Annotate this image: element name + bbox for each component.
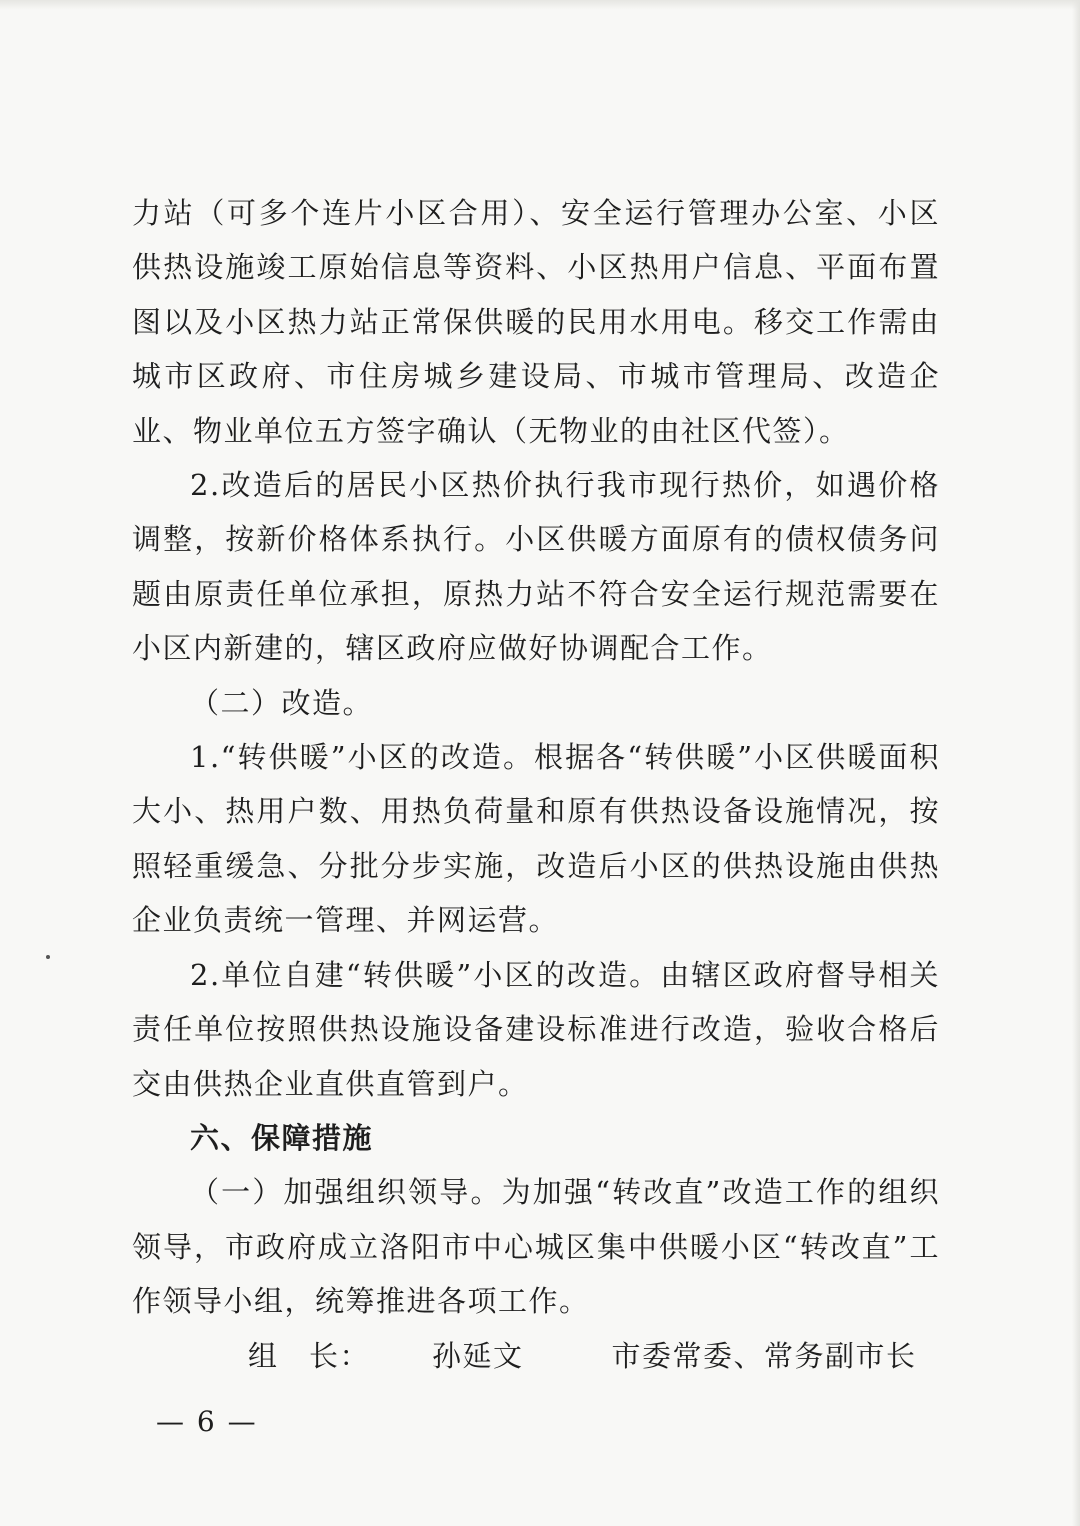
paragraph-heat-price: 2.改造后的居民小区热价执行我市现行热价，如遇价格调整，按新价格体系执行。小区供暖方面原有的债权债务问题由原责任单位承担，原热力站不符合安全运行规范需要在小区内新建的，辖区政府应做好协调配合工作。 — [132, 468, 940, 666]
section-heading-renovation: （二）改造。 — [190, 685, 374, 720]
scan-shadow-top — [0, 0, 1080, 10]
leader-name: 孙延文 — [432, 1338, 524, 1373]
page-number: — 6 — — [156, 1405, 258, 1438]
leader-label: 组 长： — [248, 1338, 371, 1373]
paragraph-unit-built-renovation: 2.单位自建“转供暖”小区的改造。由辖区政府督导相关责任单位按照供热设施设备建设标准进行改造，验收合格后交由供热企业直供直管到户。 — [132, 957, 940, 1101]
document-body — [132, 186, 940, 1383]
paragraph-organization-leadership: （一）加强组织领导。为加强“转改直”改造工作的组织领导，市政府成立洛阳市中心城区集中供暖小区“转改直”工作领导小组，统筹推进各项工作。 — [132, 1175, 940, 1319]
scan-shadow-right — [1072, 0, 1080, 1526]
leader-row — [132, 1329, 940, 1383]
paragraph-transfer-items: 力站（可多个连片小区合用）、安全运行管理办公室、小区供热设施竣工原始信息等资料、小区热用户信息、平面布置图以及小区热力站正常保供暖的民用水用电。移交工作需由城市区政府、市住房城乡建设局、市城市管理局、改造企业、物业单位五方签字确认（无物业的由社区代签）。 — [132, 196, 940, 448]
paragraph-transfer-heating-renovation: 1.“转供暖”小区的改造。根据各“转供暖”小区供暖面积大小、热用户数、用热负荷量和原有供热设备设施情况，按照轻重缓急、分批分步实施，改造后小区的供热设施由供热企业负责统一管理、并网运营。 — [132, 740, 940, 938]
section-heading-safeguards: 六、保障措施 — [190, 1120, 374, 1155]
scan-speck — [46, 955, 50, 959]
leader-title: 市委常委、常务副市长 — [611, 1338, 917, 1373]
